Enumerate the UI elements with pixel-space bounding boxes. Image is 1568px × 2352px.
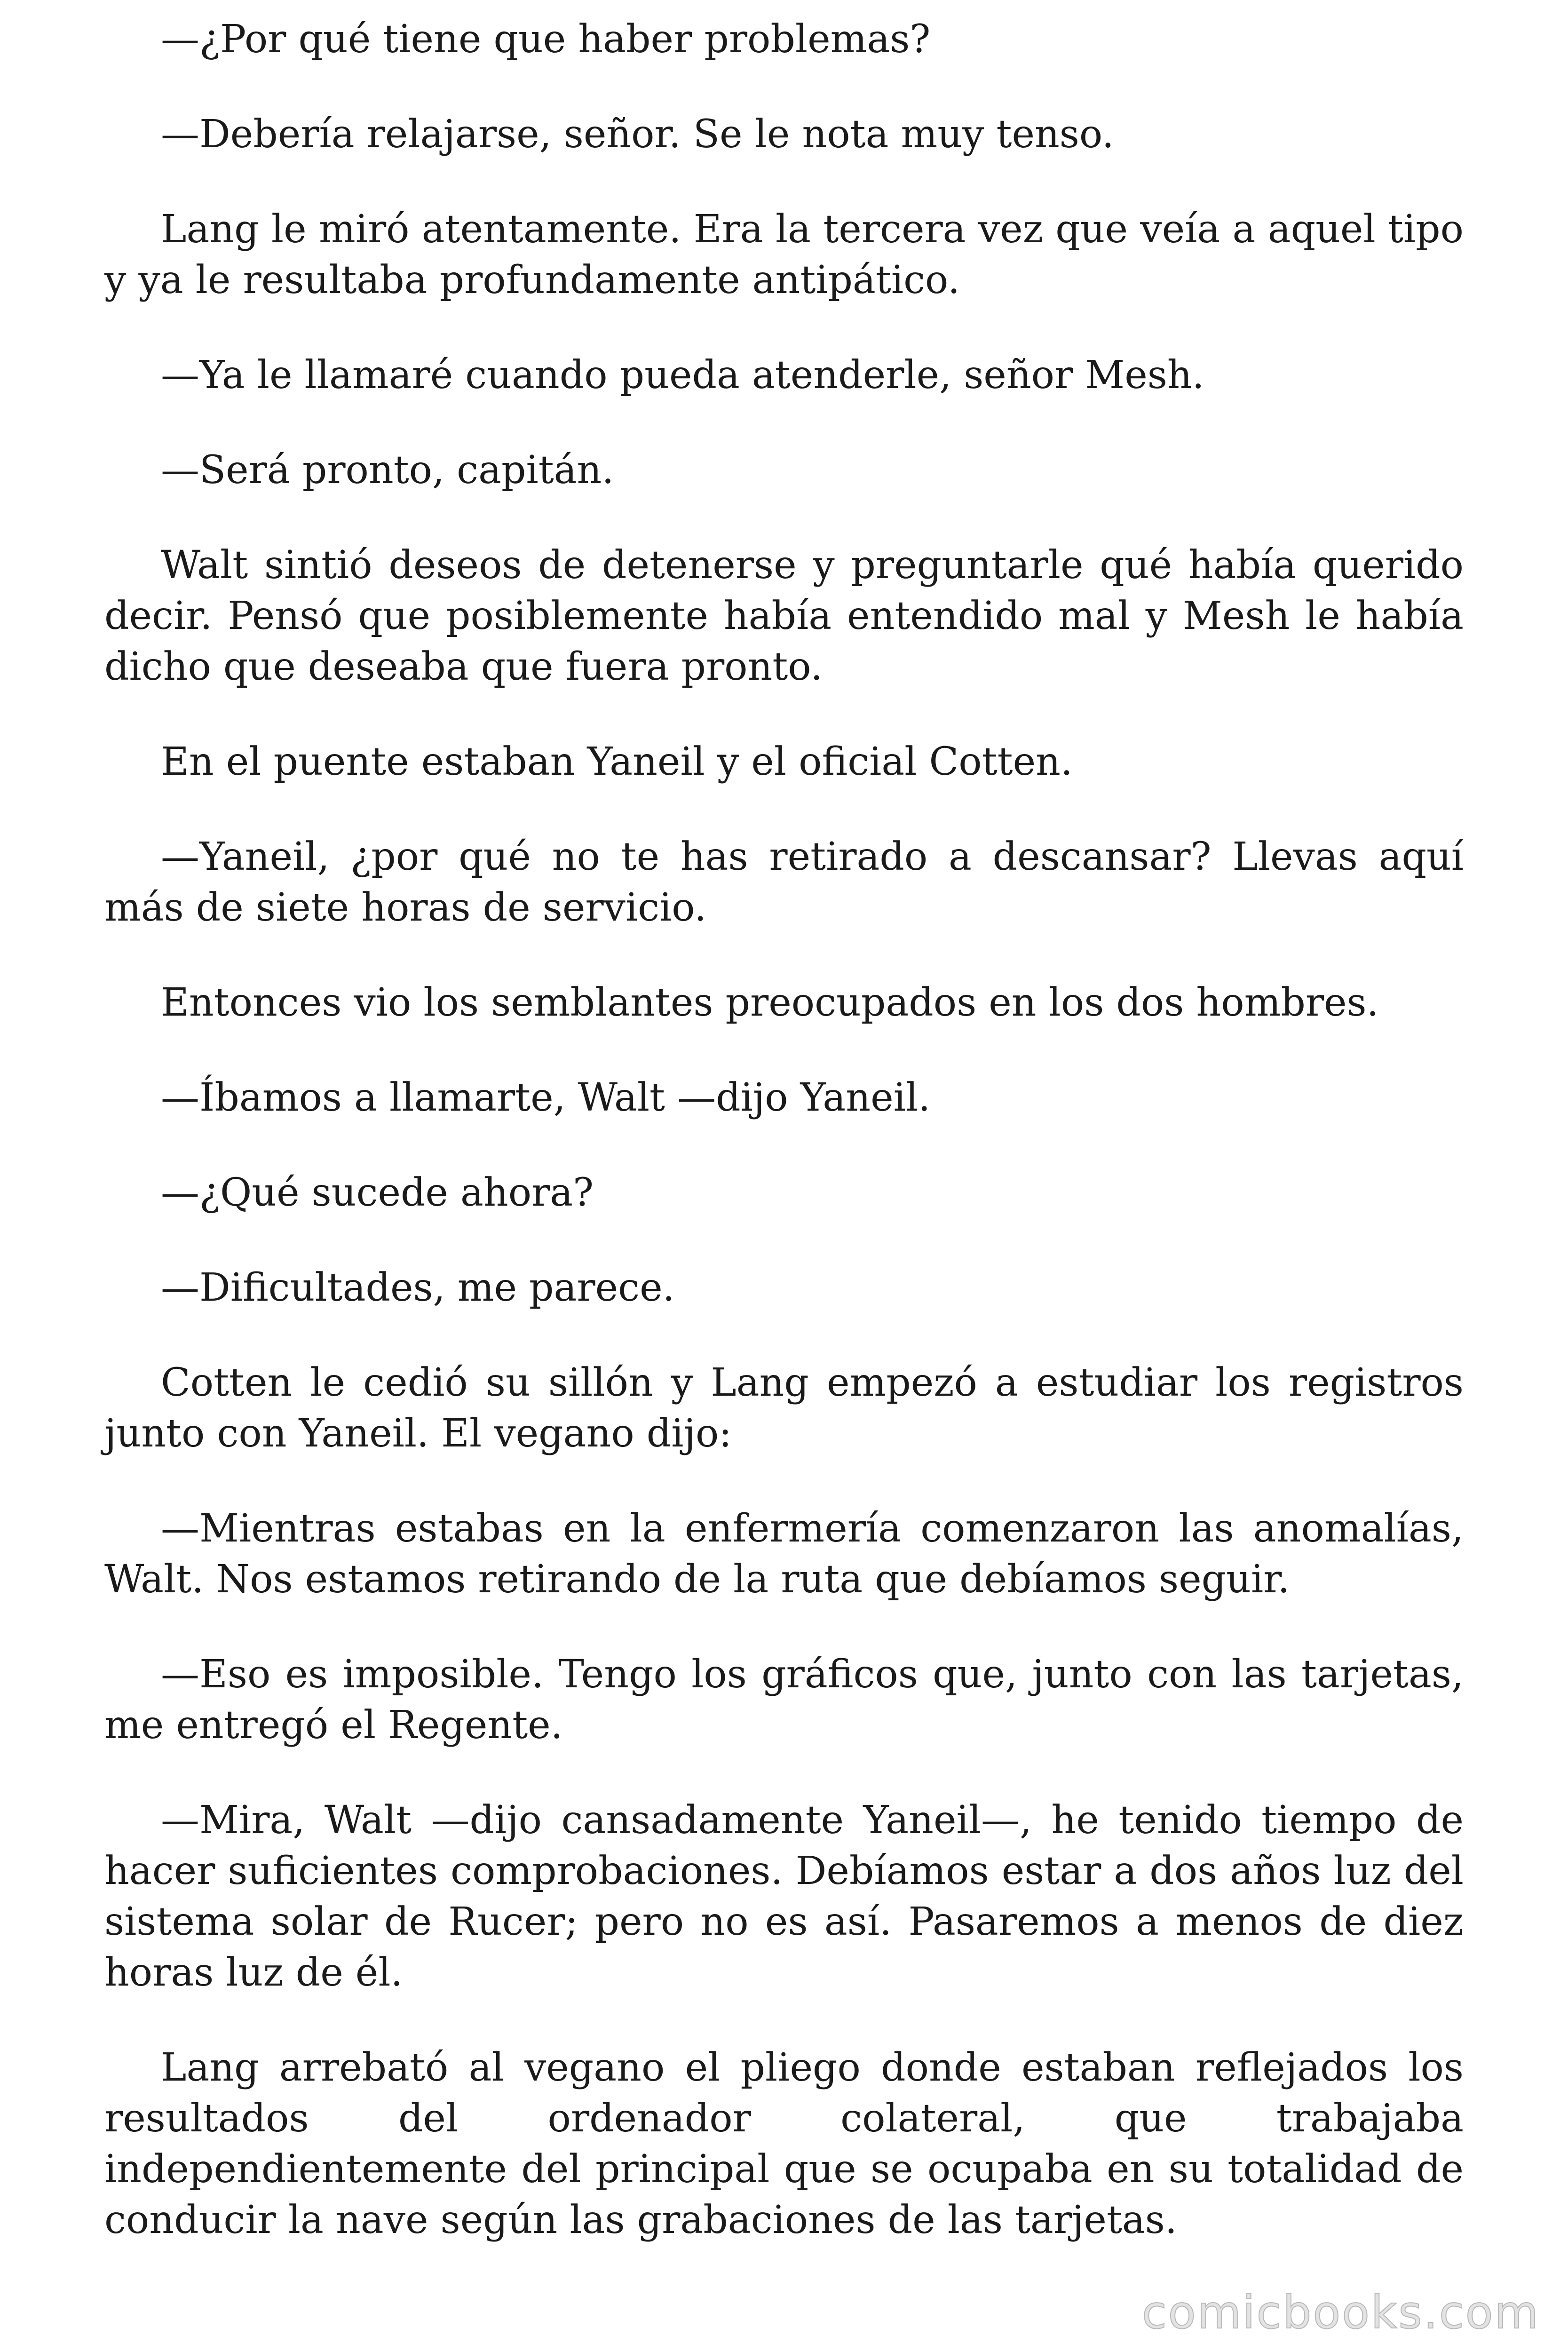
paragraph: Entonces vio los semblantes preocupados en los dos hombres. (161, 980, 1379, 1025)
paragraph: Walt sintió deseos de detenerse y preguntarle qué había querido decir. Pensó que posiblemente había entendido mal y Mesh le había dicho que deseaba que fuera pronto. (104, 543, 1464, 689)
paragraph: Lang arrebató al vegano el pliego donde estaban reflejados los resultados del ordenador colateral, que trabajaba independientemente del principal que se ocupaba en su totalidad de conducir la nave según las grabaciones de las tarjetas. (104, 2045, 1464, 2242)
paragraph: —Ya le llamaré cuando pueda atenderle, señor Mesh. (161, 353, 1204, 397)
paragraph: En el puente estaban Yaneil y el oficial Cotten. (161, 739, 1073, 784)
paragraph: Lang le miró atentamente. Era la tercera vez que veía a aquel tipo y ya le resultaba profundamente antipático. (104, 207, 1464, 302)
paragraph: —Dificultades, me parece. (161, 1265, 675, 1310)
paragraph: —Mientras estabas en la enfermería comenzaron las anomalías, Walt. Nos estamos retirando de la ruta que debíamos seguir. (104, 1506, 1464, 1602)
watermark: comicbooks.com (1141, 2286, 1540, 2339)
paragraph: Cotten le cedió su sillón y Lang empezó a estudiar los registros junto con Yaneil. El vegano dijo: (104, 1360, 1464, 1456)
paragraph: —Yaneil, ¿por qué no te has retirado a descansar? Llevas aquí más de siete horas de servicio. (104, 834, 1464, 930)
paragraph: —¿Por qué tiene que haber problemas? (161, 17, 931, 62)
paragraph: —Debería relajarse, señor. Se le nota muy tenso. (161, 112, 1114, 157)
paragraph: —Íbamos a llamarte, Walt —dijo Yaneil. (161, 1075, 931, 1120)
paragraph: —¿Qué sucede ahora? (161, 1170, 594, 1215)
paragraph: —Será pronto, capitán. (161, 448, 614, 493)
paragraph: —Eso es imposible. Tengo los gráficos que, junto con las tarjetas, me entregó el Regente. (104, 1652, 1464, 1748)
body-text (104, 14, 1464, 2290)
paragraph: —Mira, Walt —dijo cansadamente Yaneil—, he tenido tiempo de hacer suficientes comprobaciones. Debíamos estar a dos años luz del sistema solar de Rucer; pero no es así. Pasaremos a menos de diez horas luz de él. (104, 1798, 1464, 1995)
